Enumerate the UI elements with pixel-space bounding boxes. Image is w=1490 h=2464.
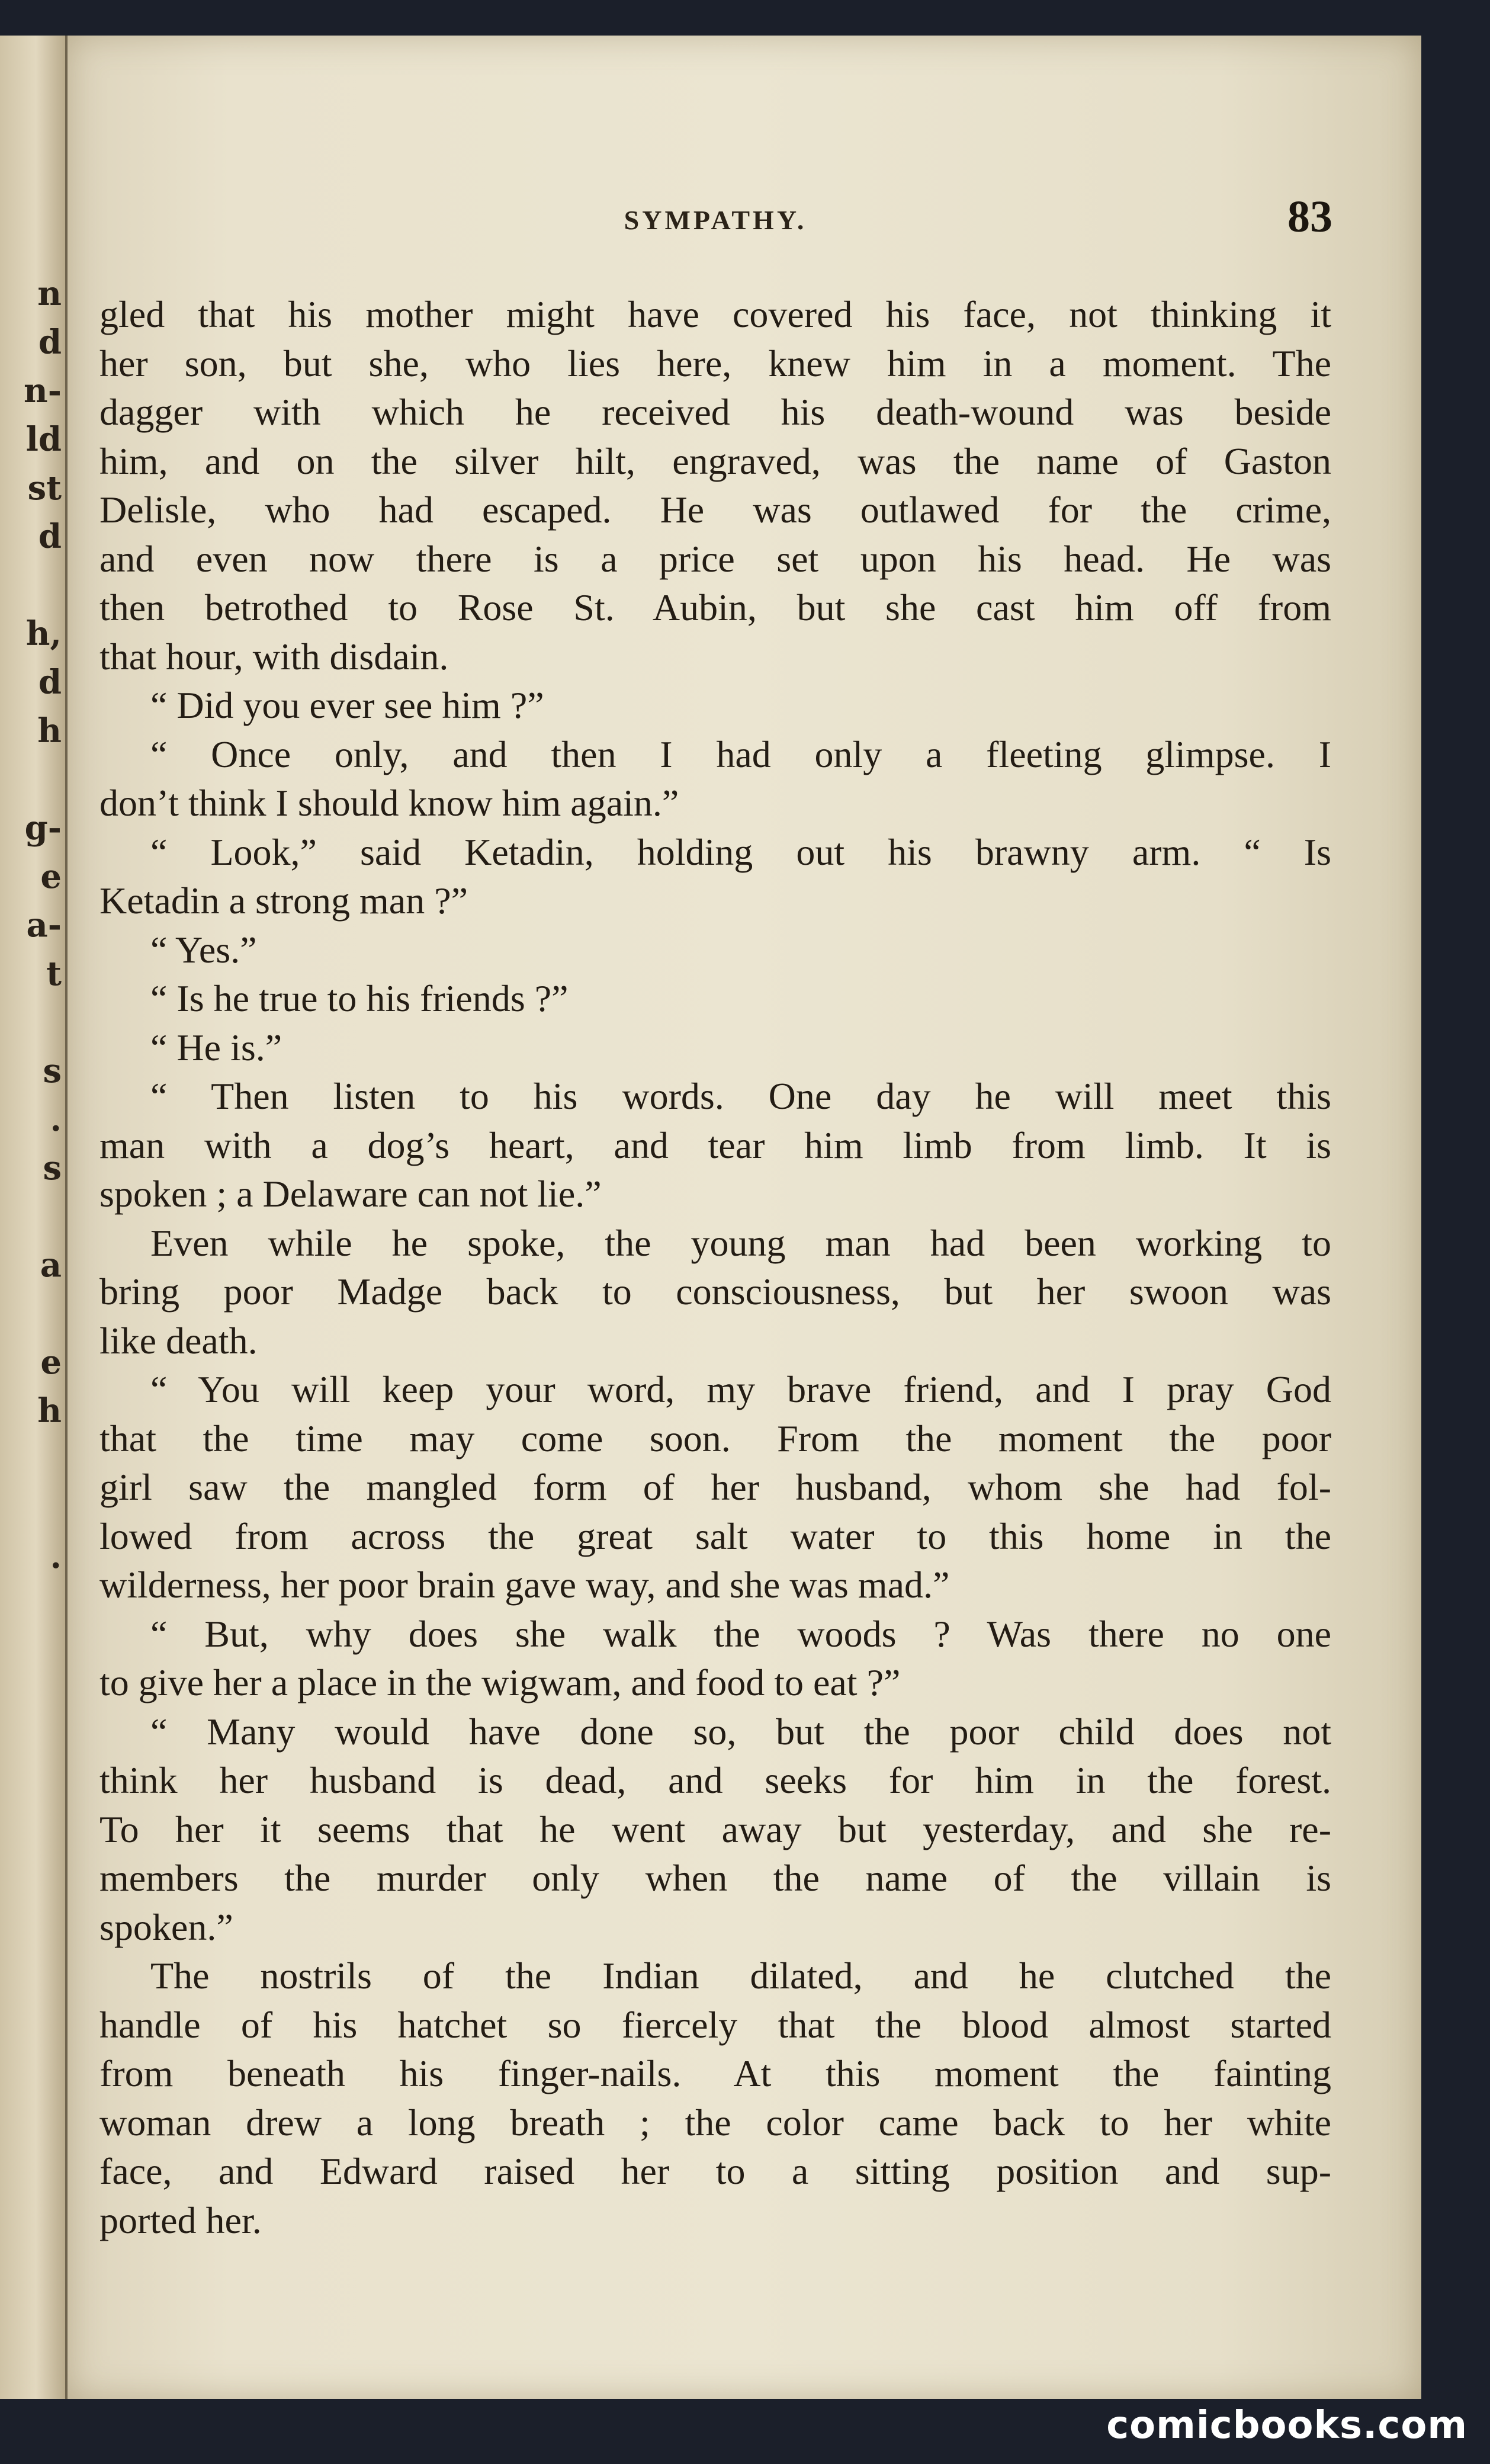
running-head: SYMPATHY. bbox=[624, 205, 807, 235]
text-line: spoken.” bbox=[99, 1905, 233, 1948]
prev-page-fragment bbox=[0, 1192, 65, 1241]
text-line: members the murder only when the name of the villain is bbox=[99, 1857, 1331, 1899]
prev-page-fragment: e bbox=[40, 1343, 62, 1382]
text-line: “ Is he true to his friends ?” bbox=[150, 977, 569, 1019]
prev-page-fragment: . bbox=[50, 1537, 62, 1576]
prev-page-fragment bbox=[0, 561, 65, 609]
text-line: gled that his mother might have covered his face, not thinking it bbox=[99, 293, 1331, 335]
prev-page-fragment bbox=[0, 998, 65, 1047]
prev-page-fragment: h, bbox=[25, 614, 62, 653]
page-number: 83 bbox=[1287, 192, 1332, 242]
prev-page-fragment bbox=[0, 1289, 65, 1338]
text-line: then betrothed to Rose St. Aubin, but she cast him off from bbox=[99, 586, 1331, 628]
text-line: “ You will keep your word, my brave friend, and I pray God bbox=[150, 1368, 1331, 1410]
text-line: don’t think I should know him again.” bbox=[99, 782, 679, 824]
previous-page-edge bbox=[0, 36, 68, 2399]
text-line: ported her. bbox=[99, 2199, 262, 2241]
text-line: bring poor Madge back to consciousness, but her swoon was bbox=[99, 1270, 1331, 1313]
text-line: think her husband is dead, and seeks for him in the forest. bbox=[99, 1759, 1331, 1801]
prev-page-fragment: h bbox=[37, 711, 62, 750]
text-line: dagger with which he received his death-wound was beside bbox=[99, 391, 1331, 433]
text-line: like death. bbox=[99, 1319, 258, 1362]
prev-page-fragment: . bbox=[50, 1100, 62, 1139]
text-line: and even now there is a price set upon his head. He was bbox=[99, 537, 1331, 580]
prev-page-fragment: g- bbox=[24, 808, 62, 848]
text-line: that hour, with disdain. bbox=[99, 635, 449, 678]
text-line: “ Many would have done so, but the poor child does not bbox=[150, 1710, 1331, 1753]
prev-page-fragment bbox=[0, 1484, 65, 1532]
text-line: “ Then listen to his words. One day he will meet this bbox=[150, 1075, 1331, 1117]
text-line: from beneath his finger-nails. At this moment the fainting bbox=[99, 2052, 1331, 2094]
prev-page-fragment: a- bbox=[26, 906, 62, 945]
page-header bbox=[101, 187, 1330, 252]
text-line: “ Look,” said Ketadin, holding out his brawny arm. “ Is bbox=[150, 830, 1331, 873]
book-page bbox=[68, 36, 1421, 2399]
text-line: “ Did you ever see him ?” bbox=[150, 684, 544, 726]
text-line: wilderness, her poor brain gave way, and she was mad.” bbox=[99, 1564, 950, 1606]
text-line: spoken ; a Delaware can not lie.” bbox=[99, 1173, 602, 1215]
watermark: comicbooks.com bbox=[1106, 2404, 1467, 2447]
prev-page-fragment: e bbox=[40, 857, 62, 896]
prev-page-fragment bbox=[0, 1678, 65, 1727]
prev-page-fragment bbox=[0, 1629, 65, 1678]
text-line: woman drew a long breath ; the color came back to her white bbox=[99, 2101, 1331, 2144]
text-line: girl saw the mangled form of her husband, whom she had fol- bbox=[99, 1466, 1331, 1508]
prev-page-fragment: st bbox=[27, 469, 62, 508]
text-line: “ He is.” bbox=[150, 1026, 282, 1069]
text-line: Delisle, who had escaped. He was outlawed for the crime, bbox=[99, 489, 1331, 531]
prev-page-fragment: t bbox=[46, 954, 62, 993]
text-line: face, and Edward raised her to a sitting position and sup- bbox=[99, 2150, 1331, 2192]
prev-page-fragment: d bbox=[38, 663, 62, 702]
text-line: her son, but she, who lies here, knew him in a moment. The bbox=[99, 342, 1331, 384]
text-line: Ketadin a strong man ?” bbox=[99, 880, 468, 922]
text-line: him, and on the silver hilt, engraved, was the name of Gaston bbox=[99, 439, 1331, 482]
text-line: “ Once only, and then I had only a fleeting glimpse. I bbox=[150, 733, 1331, 775]
prev-page-fragment: s bbox=[43, 1148, 62, 1188]
prev-page-fragment bbox=[0, 755, 65, 804]
text-line: to give her a place in the wigwam, and food to eat ?” bbox=[99, 1661, 901, 1703]
prev-page-fragment: n- bbox=[24, 371, 62, 410]
body-text bbox=[99, 290, 1331, 2245]
text-line: To her it seems that he went away but yesterday, and she re- bbox=[99, 1808, 1331, 1850]
prev-page-fragment: h bbox=[37, 1391, 62, 1430]
text-line: lowed from across the great salt water to this home in the bbox=[99, 1515, 1331, 1557]
prev-page-fragment: d bbox=[38, 323, 62, 362]
text-line: “ Yes.” bbox=[150, 928, 257, 971]
prev-page-fragment: d bbox=[38, 517, 62, 556]
text-line: man with a dog’s heart, and tear him limb from limb. It is bbox=[99, 1124, 1331, 1166]
text-line: “ But, why does she walk the woods ? Was there no one bbox=[150, 1612, 1331, 1655]
prev-page-fragment: ld bbox=[25, 420, 62, 459]
prev-page-fragment: n bbox=[37, 274, 62, 313]
prev-page-fragment bbox=[0, 1581, 65, 1629]
prev-page-fragment: a bbox=[40, 1246, 62, 1285]
text-line: that the time may come soon. From the moment the poor bbox=[99, 1417, 1331, 1459]
prev-page-fragment bbox=[0, 1435, 65, 1484]
text-line: The nostrils of the Indian dilated, and he clutched the bbox=[150, 1955, 1331, 1997]
text-line: handle of his hatchet so fiercely that the blood almost started bbox=[99, 2003, 1331, 2046]
prev-page-fragment: s bbox=[43, 1051, 62, 1090]
text-line: Even while he spoke, the young man had been working to bbox=[150, 1221, 1331, 1264]
